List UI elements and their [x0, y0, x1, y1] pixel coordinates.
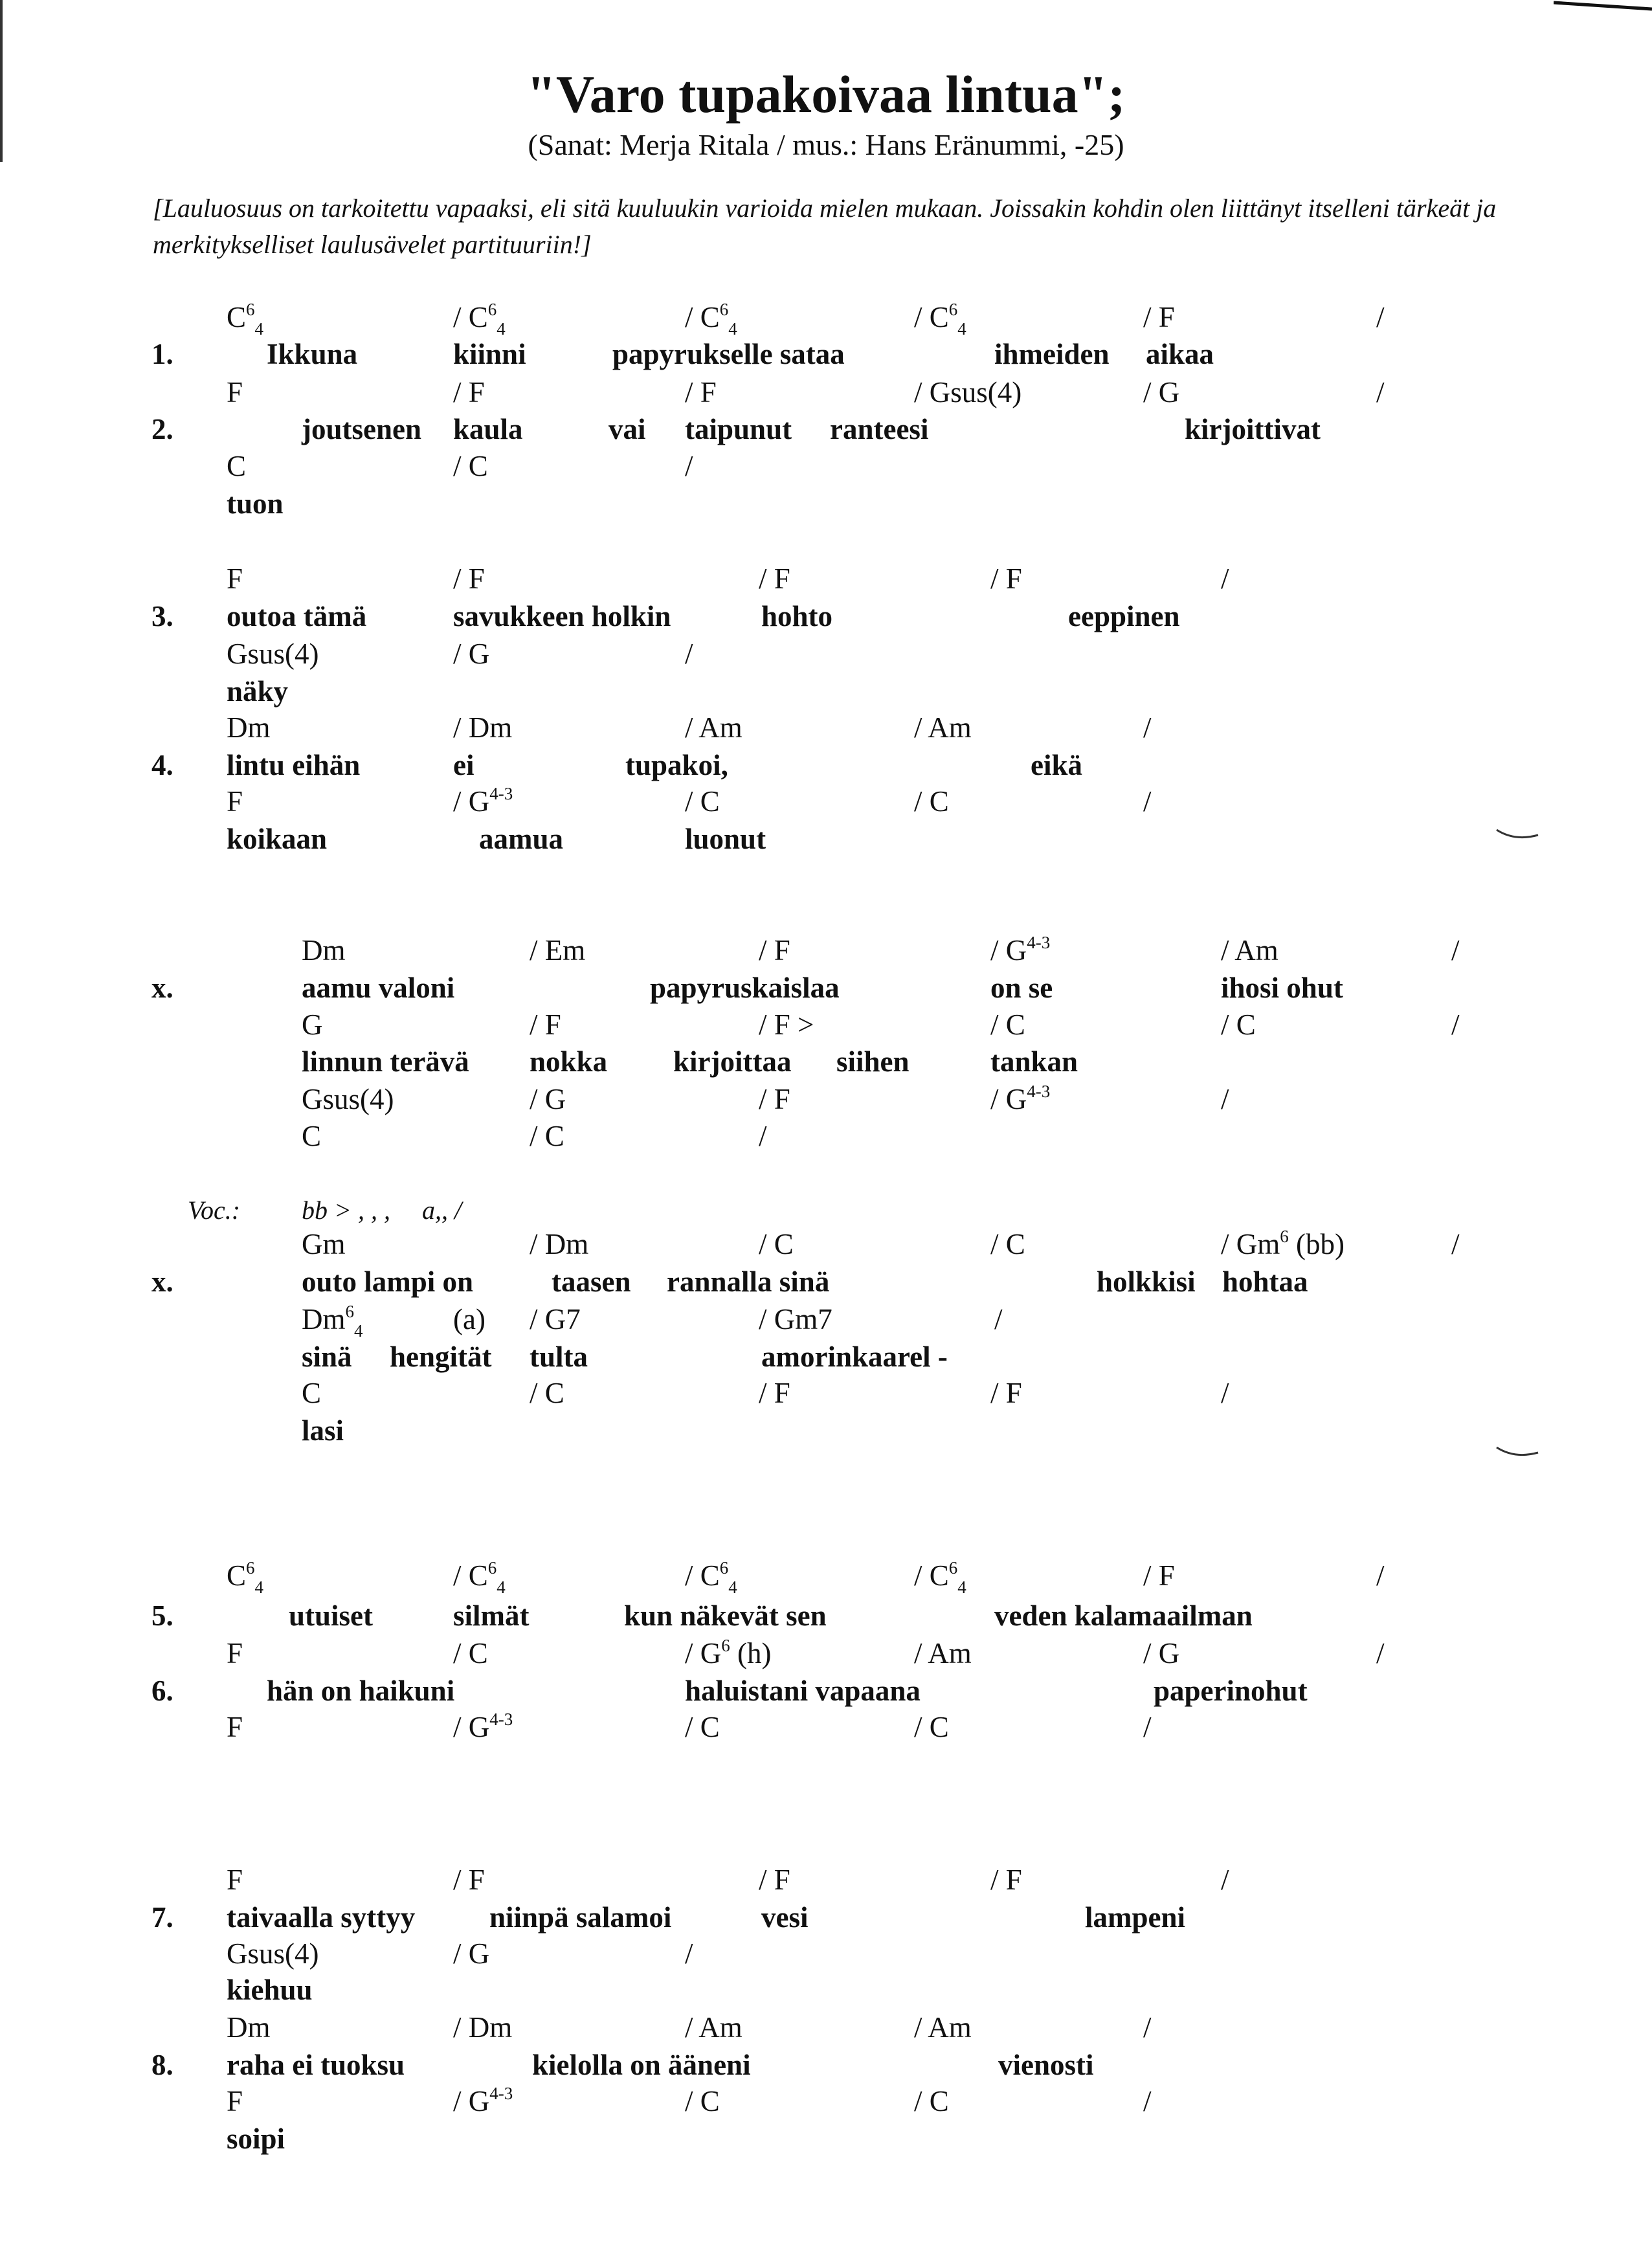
lyric: Ikkuna	[267, 338, 358, 370]
lyric: raha ei tuoksu	[227, 2049, 405, 2081]
lyric: taipunut	[685, 413, 792, 445]
chord: / $G^{4-3}$	[453, 784, 513, 818]
lyric: lasi	[302, 1414, 344, 1447]
chord: / Gsus(4)	[914, 376, 1022, 408]
lyric: näky	[227, 675, 289, 708]
chord: / $G^{4-3}$	[990, 1082, 1051, 1115]
chord: / G	[453, 1937, 490, 1970]
chord: / F	[759, 1083, 790, 1115]
verse-number: 2.	[151, 413, 173, 445]
chord: / F	[759, 1377, 790, 1409]
chord: / Gm$^6$ (bb)	[1221, 1227, 1345, 1260]
lyric: ihosi ohut	[1221, 972, 1343, 1004]
chord: / G	[1143, 376, 1180, 408]
chord: / Am	[914, 1637, 972, 1669]
chord: / C	[759, 1228, 794, 1260]
bar-end: /	[1221, 1377, 1229, 1409]
lyric: papyrukselle sataa	[612, 338, 845, 370]
lyric: sinä	[302, 1341, 352, 1373]
chord: F	[227, 1711, 243, 1743]
lyric: taasen	[552, 1265, 631, 1298]
bar-end: /	[1451, 1009, 1460, 1041]
bar-end: /	[1143, 2011, 1152, 2044]
chord: / F	[1143, 301, 1175, 333]
chord: / C	[530, 1120, 564, 1152]
chord: / C	[914, 785, 949, 818]
chord: / G	[530, 1083, 566, 1115]
chord: C	[302, 1377, 322, 1409]
lyric: vai	[608, 413, 646, 445]
lyric: lintu eihän	[227, 749, 361, 781]
bar-end: /	[1221, 563, 1229, 595]
lyric: tankan	[990, 1045, 1078, 1078]
lyric: nokka	[530, 1045, 608, 1078]
chord: / C	[685, 1711, 720, 1743]
bar-end: /	[1143, 2085, 1152, 2117]
chord: Gsus(4)	[227, 1937, 319, 1970]
lyric: ihmeiden	[994, 338, 1110, 370]
chord: / F	[453, 1864, 485, 1896]
lyric: on se	[990, 972, 1053, 1004]
lyric: tuon	[227, 487, 284, 520]
lyric: rannalla sinä	[667, 1265, 830, 1298]
chord: / F	[990, 1864, 1022, 1896]
song-credits: (Sanat: Merja Ritala / mus.: Hans Eränummi, -25)	[528, 128, 1124, 161]
chord: / Gm7	[759, 1303, 832, 1335]
lyric: kielolla on ääneni	[532, 2049, 751, 2081]
vocal-notes: a,, /	[422, 1196, 462, 1225]
chord: / $G^{4-3}$	[453, 2084, 513, 2117]
lyric: kaula	[453, 413, 523, 445]
lyric: silmät	[453, 1600, 530, 1632]
verse-number: 6.	[151, 1675, 173, 1707]
chord: / F	[685, 376, 717, 408]
lyric: taivaalla syttyy	[227, 1901, 416, 1934]
chord: Gm	[302, 1228, 346, 1260]
chord: / C	[1221, 1009, 1256, 1041]
chord: $C^6_4$	[227, 1558, 264, 1597]
lyric: tulta	[530, 1341, 588, 1373]
verse-number: x.	[151, 972, 173, 1004]
chord: / $C^6_4$	[453, 300, 506, 339]
chord: / G7	[530, 1303, 581, 1335]
lyric: aamua	[479, 823, 564, 855]
chord: / C	[453, 1637, 488, 1669]
chord: / Em	[530, 934, 586, 966]
chord: Gsus(4)	[302, 1083, 394, 1115]
bar-end: /	[1376, 1637, 1385, 1669]
chord: $Dm^6_4$	[302, 1302, 363, 1341]
lyric: amorinkaarel -	[761, 1341, 948, 1373]
chord: / F	[1143, 1559, 1175, 1592]
chord: / F >	[759, 1009, 814, 1041]
left-edge-mark	[0, 0, 4, 168]
chord: / Am	[685, 711, 742, 744]
chord: Gsus(4)	[227, 638, 319, 670]
bar-end: /	[1376, 1559, 1385, 1592]
lyric: kiinni	[453, 338, 526, 370]
chord: F	[227, 2085, 243, 2117]
lyric: utuiset	[289, 1600, 374, 1632]
chord: / G	[453, 638, 490, 670]
lyric: vesi	[761, 1901, 809, 1934]
bar-end: /	[1143, 785, 1152, 818]
lyric: hohto	[761, 600, 833, 632]
chord: / $C^6_4$	[914, 300, 966, 339]
chord: / Dm	[453, 2011, 513, 2044]
lyric: savukkeen holkin	[453, 600, 671, 632]
bar-end: /	[1376, 376, 1385, 408]
chord: F	[227, 1864, 243, 1896]
chord: F	[227, 785, 243, 818]
bar-end: /	[685, 450, 693, 482]
lyric: haluistani vapaana	[685, 1675, 921, 1707]
lyric: holkkisi	[1097, 1265, 1196, 1298]
chord: / C	[914, 2085, 949, 2117]
chord: Dm	[227, 2011, 271, 2044]
verse-number: 3.	[151, 600, 173, 632]
vocal-notes: bb > , , ,	[302, 1196, 390, 1225]
chord: / F	[453, 376, 485, 408]
chord: / C	[685, 785, 720, 818]
bar-end: /	[1451, 934, 1460, 966]
chord: / $G^6$ (h)	[685, 1636, 772, 1669]
lyric: kun näkevät sen	[624, 1600, 827, 1632]
verse-number: 7.	[151, 1901, 173, 1934]
chord: / F	[759, 1864, 790, 1896]
chord: / F	[530, 1009, 561, 1041]
lyric: hohtaa	[1222, 1265, 1308, 1298]
scan-edge-mark	[1554, 0, 1652, 16]
lyric: hengität	[390, 1341, 492, 1373]
bar-end: /	[1221, 1083, 1229, 1115]
lyric: linnun terävä	[302, 1045, 469, 1078]
chord: / C	[990, 1228, 1025, 1260]
chord: / C	[530, 1377, 564, 1409]
lyric: ranteesi	[830, 413, 929, 445]
bar-end: /	[1221, 1864, 1229, 1896]
chord: / C	[990, 1009, 1025, 1041]
intro-note: [Lauluosuus on tarkoitettu vapaaksi, eli sitä kuuluukin varioida mielen mukaan. Joissakin kohdin olen liittänyt itselleni tärkeät ja merkitykselliset laulusävelet partituuriin!]	[153, 194, 1497, 259]
chord: / F	[759, 934, 790, 966]
chord: / Dm	[530, 1228, 589, 1260]
chord: / Am	[685, 2011, 742, 2044]
page-curl-mark	[1495, 827, 1541, 843]
chord: / $C^6_4$	[685, 1558, 737, 1597]
chord: / $G^{4-3}$	[453, 1710, 513, 1743]
lyric: outo lampi on	[302, 1265, 474, 1298]
verse-number: 1.	[151, 338, 173, 370]
bar-end: /	[759, 1120, 767, 1152]
chord: (a)	[453, 1303, 486, 1335]
chord: Dm	[302, 934, 346, 966]
chord: / F	[759, 563, 790, 595]
chord: / C	[453, 450, 488, 482]
lyric: niinpä salamoi	[489, 1901, 672, 1934]
chord: / Am	[1221, 934, 1278, 966]
lyric: papyruskaislaa	[650, 972, 840, 1004]
chord: F	[227, 563, 243, 595]
verse-number: 5.	[151, 1600, 173, 1632]
chord: / G	[1143, 1637, 1180, 1669]
lyric: kiehuu	[227, 1974, 313, 2006]
lyric: lampeni	[1085, 1901, 1186, 1934]
lyric: aamu valoni	[302, 972, 455, 1004]
chord: / Am	[914, 2011, 972, 2044]
lyric: joutsenen	[302, 413, 422, 445]
lyric: koikaan	[227, 823, 328, 855]
chord: / Am	[914, 711, 972, 744]
lyric: hän on haikuni	[267, 1675, 455, 1707]
bar-end: /	[1143, 1711, 1152, 1743]
lyric: vienosti	[998, 2049, 1094, 2081]
chord: Dm	[227, 711, 271, 744]
bar-end: /	[1143, 711, 1152, 744]
lyric: aikaa	[1146, 338, 1214, 370]
chord: G	[302, 1009, 323, 1041]
bar-end: /	[1451, 1228, 1460, 1260]
chord: F	[227, 376, 243, 408]
bar-end: /	[685, 1937, 693, 1970]
chord: $C^6_4$	[227, 300, 264, 339]
lyric: eikä	[1031, 749, 1083, 781]
lyric: outoa tämä	[227, 600, 367, 632]
lyric: veden kalamaailman	[994, 1600, 1253, 1632]
chord: C	[302, 1120, 322, 1152]
lyric: luonut	[685, 823, 766, 855]
lyric: soipi	[227, 2123, 285, 2155]
lyric: eeppinen	[1068, 600, 1180, 632]
lyric: kirjoittaa	[673, 1045, 792, 1078]
bar-end: /	[1376, 301, 1385, 333]
chord: / $C^6_4$	[685, 300, 737, 339]
lyric: tupakoi,	[625, 749, 728, 781]
chord: F	[227, 1637, 243, 1669]
chord: / C	[914, 1711, 949, 1743]
chord: / $C^6_4$	[914, 1558, 966, 1597]
song-title: "Varo tupakoivaa lintua";	[526, 65, 1126, 124]
chord: / Dm	[453, 711, 513, 744]
lyric: kirjoittivat	[1185, 413, 1321, 445]
chord: / F	[990, 1377, 1022, 1409]
vocal-label: Voc.:	[188, 1196, 241, 1225]
lyric: paperinohut	[1154, 1675, 1308, 1707]
page-curl-mark	[1495, 1445, 1541, 1460]
chord: C	[227, 450, 247, 482]
chord: / C	[685, 2085, 720, 2117]
verse-number: 8.	[151, 2049, 173, 2081]
verse-number: 4.	[151, 749, 173, 781]
chord: / $C^6_4$	[453, 1558, 506, 1597]
chord: / F	[990, 563, 1022, 595]
chord: / F	[453, 563, 485, 595]
bar-end: /	[994, 1303, 1003, 1335]
chord: / $G^{4-3}$	[990, 933, 1051, 966]
verse-number: x.	[151, 1265, 173, 1298]
lyric: ei	[453, 749, 474, 781]
bar-end: /	[685, 638, 693, 670]
lyric: siihen	[836, 1045, 910, 1078]
